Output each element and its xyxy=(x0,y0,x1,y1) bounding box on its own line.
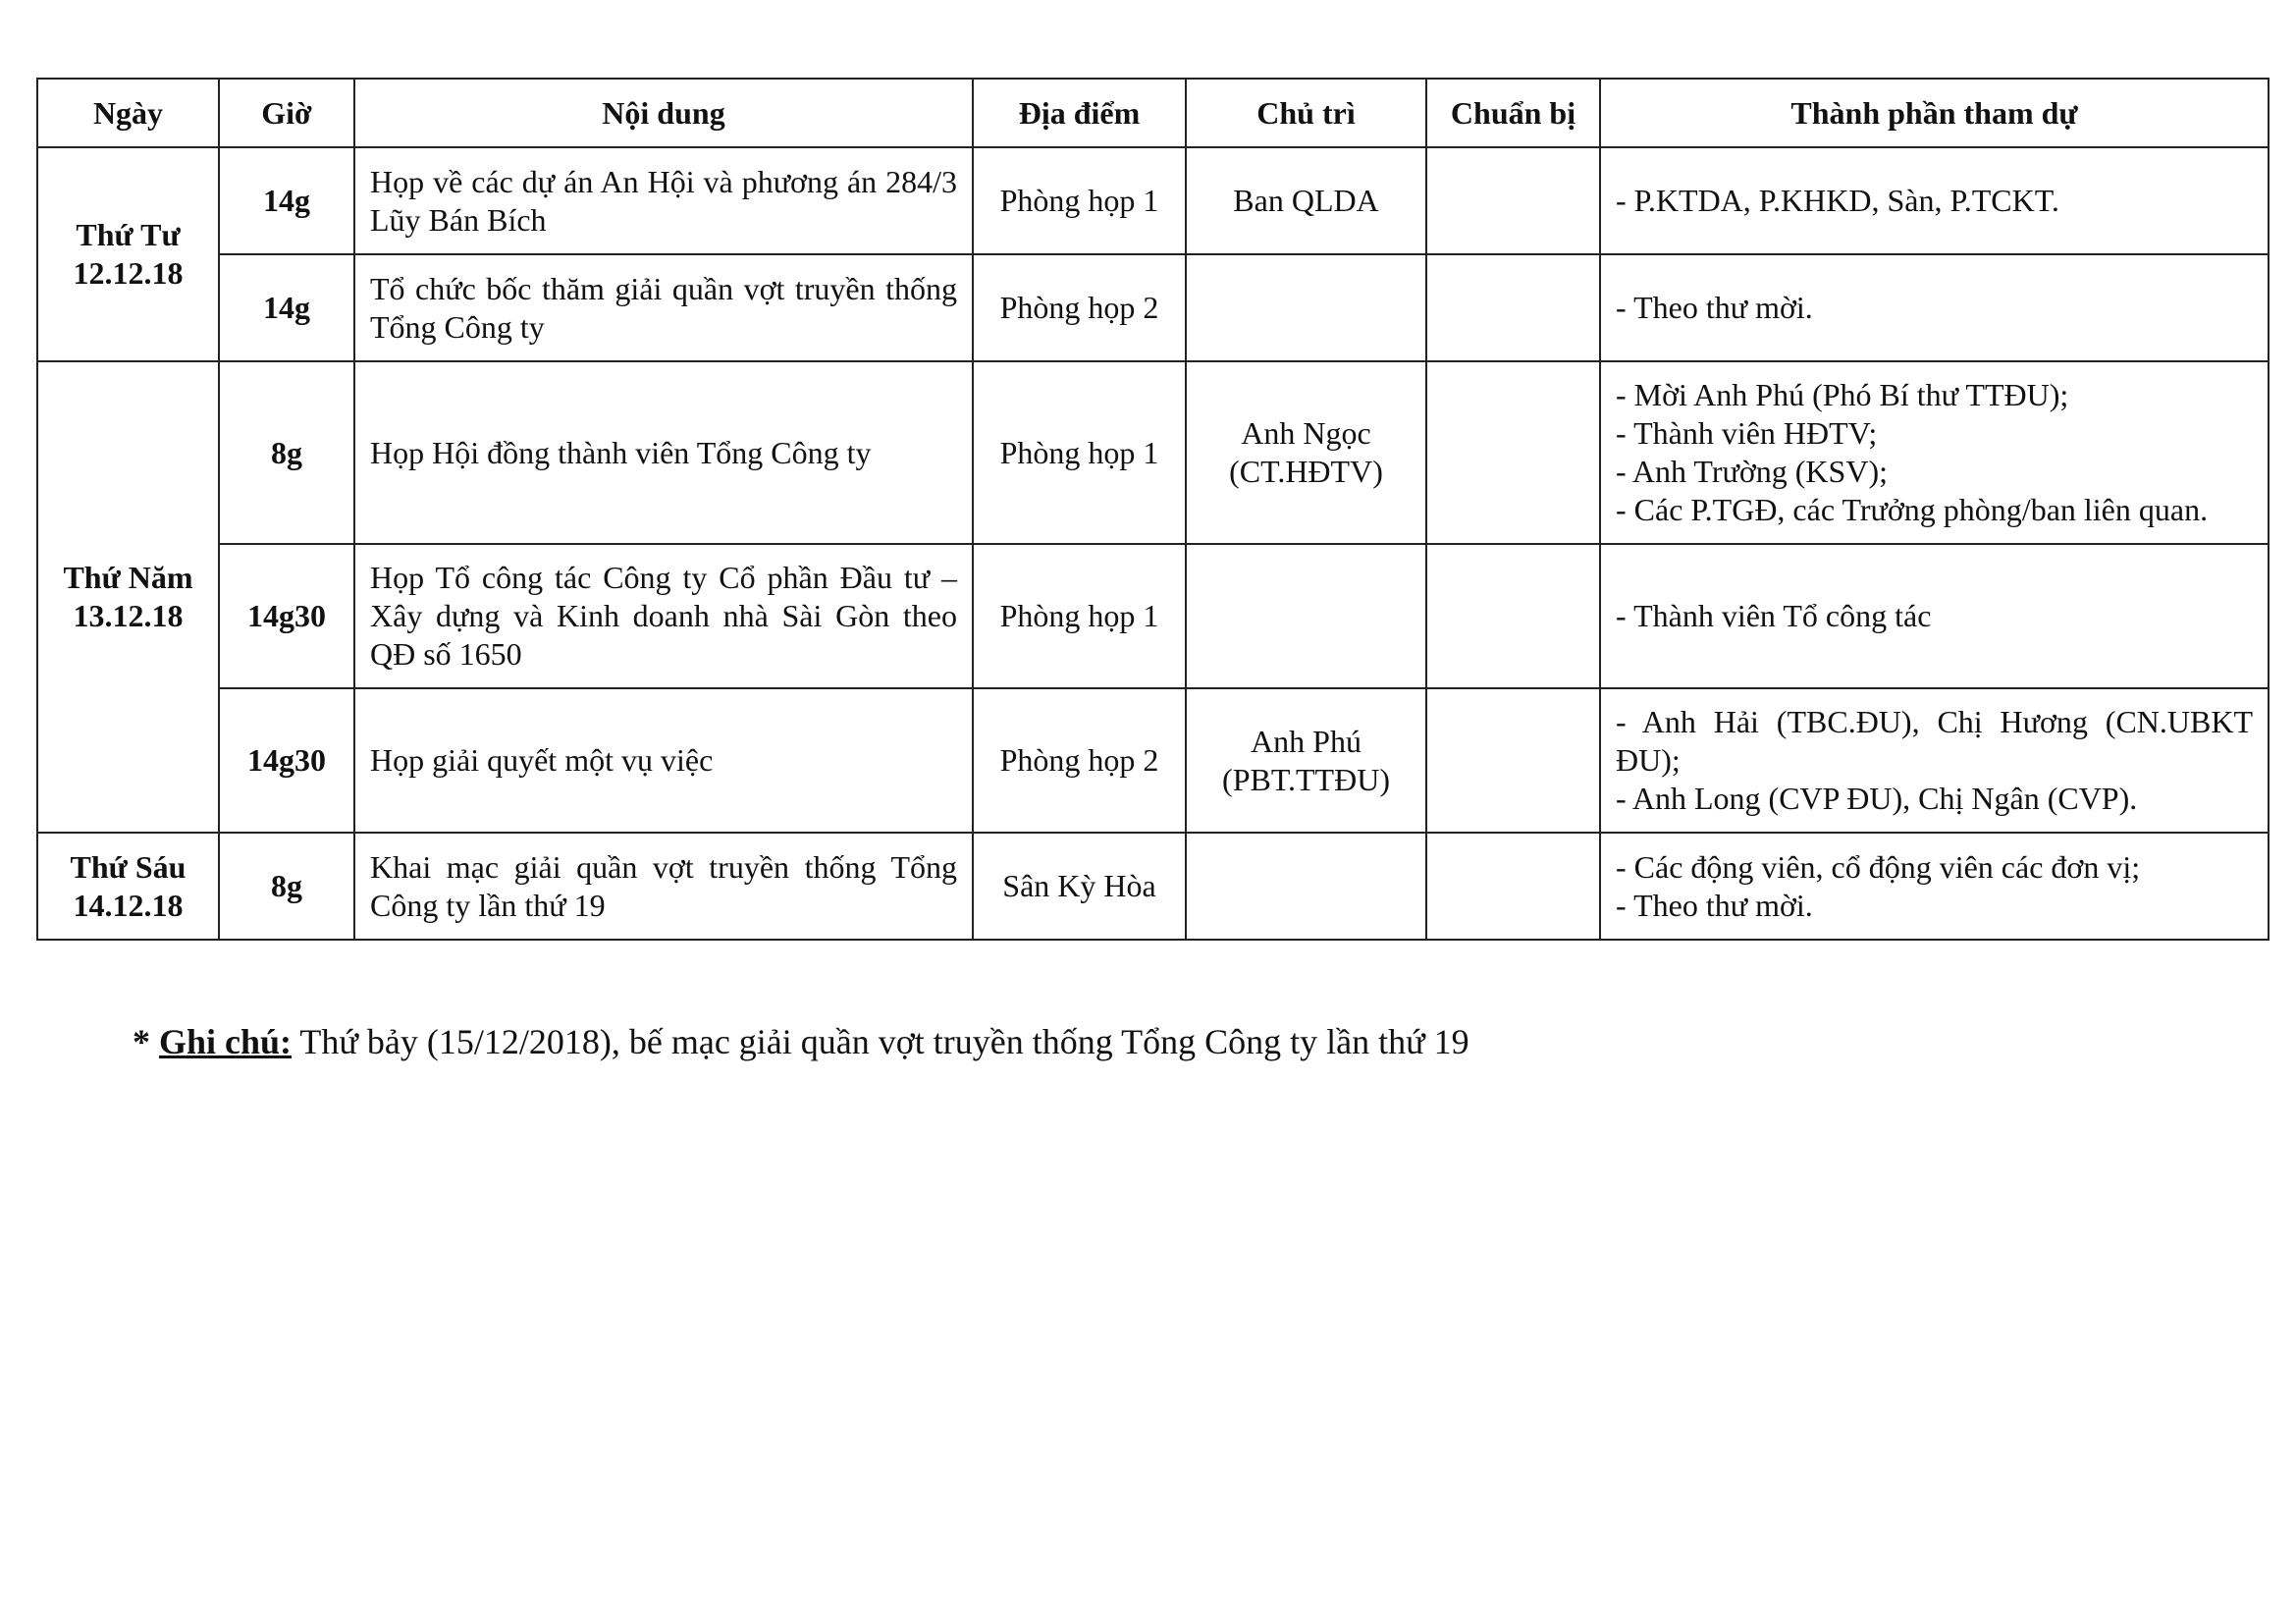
table-row xyxy=(37,833,2269,940)
header-content: Nội dung xyxy=(354,79,973,147)
header-prepare: Chuẩn bị xyxy=(1426,79,1600,147)
time-cell: 14g xyxy=(219,254,354,361)
time-cell: 8g xyxy=(219,361,354,544)
date-cell xyxy=(37,361,219,833)
time-cell: 14g30 xyxy=(219,688,354,833)
place-cell: Phòng họp 1 xyxy=(973,544,1186,688)
prepare-cell xyxy=(1426,688,1600,833)
chair-cell xyxy=(1186,544,1426,688)
date-cell xyxy=(37,833,219,940)
header-place: Địa điểm xyxy=(973,79,1186,147)
chair-cell: Anh Ngọc (CT.HĐTV) xyxy=(1186,361,1426,544)
date-cell xyxy=(37,147,219,361)
table-row xyxy=(37,361,2269,544)
chair-cell xyxy=(1186,254,1426,361)
table-row xyxy=(37,254,2269,361)
chair-cell xyxy=(1186,833,1426,940)
chair-cell: Anh Phú (PBT.TTĐU) xyxy=(1186,688,1426,833)
header-attendees: Thành phần tham dự xyxy=(1600,79,2269,147)
note-label: Ghi chú: xyxy=(159,1022,293,1061)
place-cell: Phòng họp 1 xyxy=(973,361,1186,544)
attendees-cell: - Mời Anh Phú (Phó Bí thư TTĐU); - Thành viên HĐTV; - Anh Trường (KSV); - Các P.TGĐ, các Trưởng phòng/ban liên quan. xyxy=(1600,361,2269,544)
attendees-cell: - P.KTDA, P.KHKD, Sàn, P.TCKT. xyxy=(1600,147,2269,254)
note-star: * xyxy=(133,1022,150,1061)
schedule-table xyxy=(36,78,2269,941)
place-cell: Phòng họp 2 xyxy=(973,254,1186,361)
chair-cell: Ban QLDA xyxy=(1186,147,1426,254)
header-chair: Chủ trì xyxy=(1186,79,1426,147)
place-cell: Phòng họp 2 xyxy=(973,688,1186,833)
note-text: Thứ bảy (15/12/2018), bế mạc giải quần vợt truyền thống Tổng Công ty lần thứ 19 xyxy=(292,1022,1469,1061)
time-cell: 14g30 xyxy=(219,544,354,688)
date: 12.12.18 xyxy=(73,255,184,291)
table-row xyxy=(37,688,2269,833)
content-cell: Họp giải quyết một vụ việc xyxy=(354,688,973,833)
header-date: Ngày xyxy=(37,79,219,147)
attendees-cell: - Theo thư mời. xyxy=(1600,254,2269,361)
table-row xyxy=(37,147,2269,254)
attendees-cell: - Thành viên Tổ công tác xyxy=(1600,544,2269,688)
weekday: Thứ Năm xyxy=(63,560,193,595)
content-cell: Tổ chức bốc thăm giải quần vợt truyền thống Tổng Công ty xyxy=(354,254,973,361)
header-time: Giờ xyxy=(219,79,354,147)
content-cell: Họp Tổ công tác Công ty Cổ phần Đầu tư – Xây dựng và Kinh doanh nhà Sài Gòn theo QĐ số 1650 xyxy=(354,544,973,688)
time-cell: 8g xyxy=(219,833,354,940)
content-cell: Khai mạc giải quần vợt truyền thống Tổng Công ty lần thứ 19 xyxy=(354,833,973,940)
date: 14.12.18 xyxy=(73,887,184,923)
attendees-cell: - Anh Hải (TBC.ĐU), Chị Hương (CN.UBKT ĐU); - Anh Long (CVP ĐU), Chị Ngân (CVP). xyxy=(1600,688,2269,833)
date: 13.12.18 xyxy=(73,598,184,633)
place-cell: Phòng họp 1 xyxy=(973,147,1186,254)
weekday: Thứ Tư xyxy=(76,217,181,252)
prepare-cell xyxy=(1426,147,1600,254)
table-row xyxy=(37,544,2269,688)
time-cell: 14g xyxy=(219,147,354,254)
prepare-cell xyxy=(1426,361,1600,544)
prepare-cell xyxy=(1426,254,1600,361)
footnote xyxy=(133,1020,1469,1063)
attendees-cell: - Các động viên, cổ động viên các đơn vị; - Theo thư mời. xyxy=(1600,833,2269,940)
prepare-cell xyxy=(1426,544,1600,688)
header-row xyxy=(37,79,2269,147)
content-cell: Họp về các dự án An Hội và phương án 284/3 Lũy Bán Bích xyxy=(354,147,973,254)
prepare-cell xyxy=(1426,833,1600,940)
content-cell: Họp Hội đồng thành viên Tổng Công ty xyxy=(354,361,973,544)
place-cell: Sân Kỳ Hòa xyxy=(973,833,1186,940)
weekday: Thứ Sáu xyxy=(70,848,187,885)
